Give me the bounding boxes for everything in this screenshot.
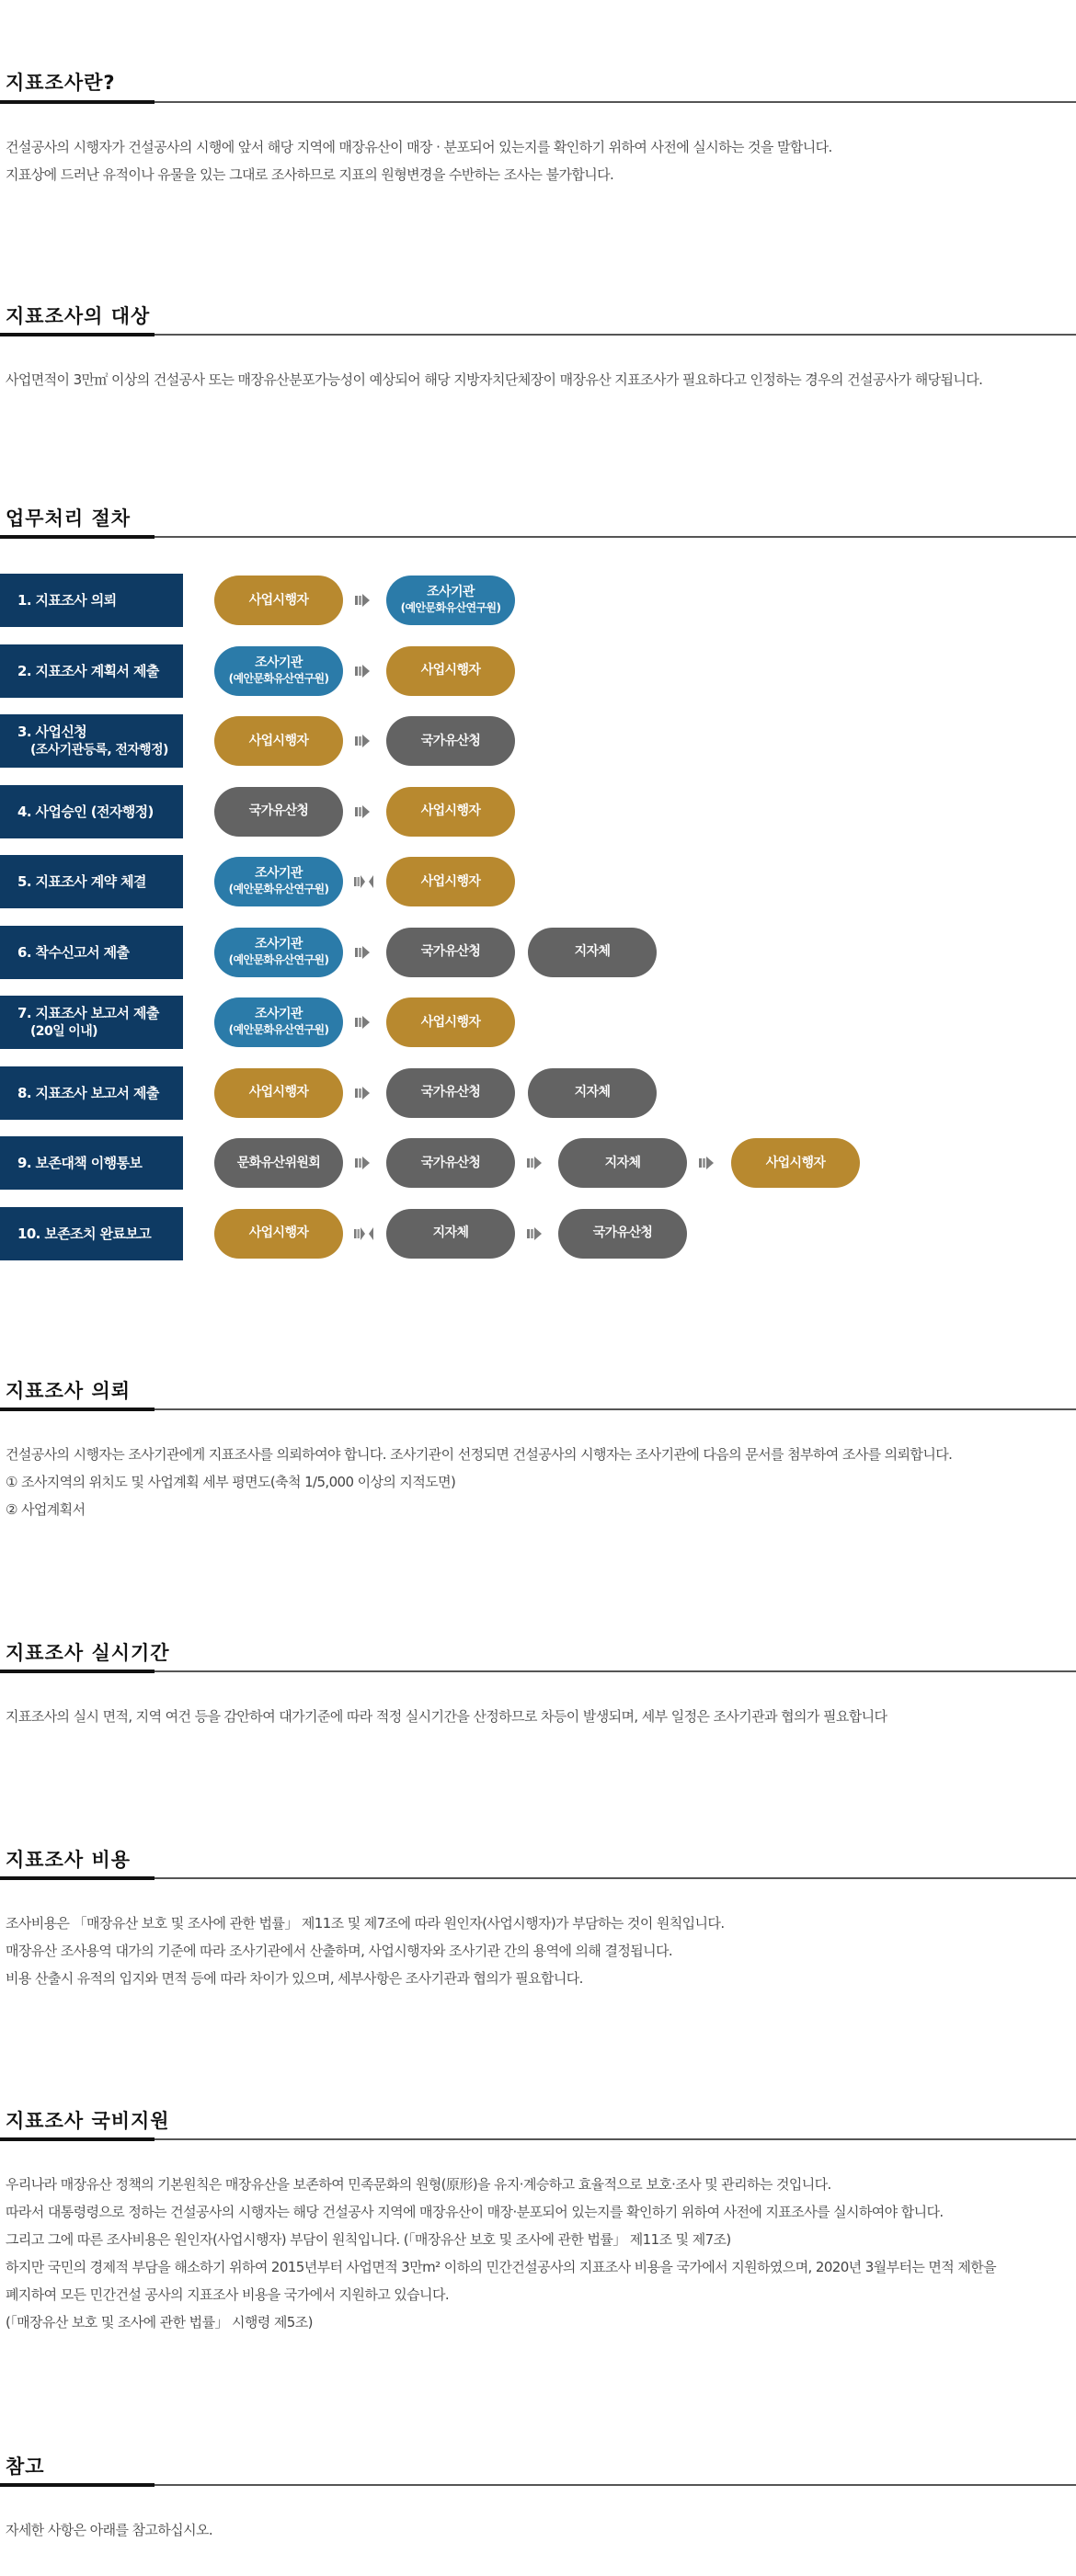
flow-node-sublabel: (예안문화유산연구원) — [228, 671, 329, 685]
flow-node — [386, 997, 515, 1047]
flow-node — [386, 1068, 515, 1118]
arrow-right-icon — [697, 1156, 719, 1170]
section-title: 지표조사의 대상 — [6, 305, 151, 327]
step-label — [0, 1136, 183, 1190]
text-line: 지표조사의 실시 면적, 지역 여건 등을 감안하여 대가기준에 따라 적정 실시기간을 산정하므로 차등이 발생되며, 세부 일정은 조사기관과 협의가 필요합니다 — [6, 1708, 887, 1725]
flow-node — [558, 1138, 687, 1188]
flow-node — [214, 716, 343, 766]
section-divider — [0, 1670, 1076, 1672]
step-label — [0, 574, 183, 627]
flow-node-label: 사업시행자 — [765, 1155, 826, 1170]
section-divider — [0, 536, 1076, 538]
flow-node — [214, 997, 343, 1047]
flow-node — [214, 576, 343, 625]
flow-node — [528, 928, 657, 977]
section-text — [6, 1441, 1068, 1523]
flow-node-label: 국가유산청 — [420, 1085, 481, 1100]
text-line: 따라서 대통령령으로 정하는 건설공사의 시행자는 해당 건설공사 지역에 매장유산이 매장·분포되어 있는지를 확인하기 위하여 사전에 지표조사를 실시하여야 합니다. — [6, 2204, 944, 2220]
flow-node-label: 국가유산청 — [420, 944, 481, 959]
flow-node — [214, 1209, 343, 1259]
text-line: 건설공사의 시행자는 조사기관에게 지표조사를 의뢰하여야 합니다. 조사기관이 선정되면 건설공사의 시행자는 조사기관에 다음의 문서를 첨부하여 조사를 의뢰합니다. — [6, 1446, 953, 1463]
bidirectional-arrow-icon — [353, 874, 375, 889]
procedure-step-row — [0, 1207, 1076, 1260]
section-divider-accent — [0, 2483, 155, 2487]
flow-node-sublabel: (예안문화유산연구원) — [228, 1023, 329, 1036]
text-line: 지표상에 드러난 유적이나 유물을 있는 그대로 조사하므로 지표의 원형변경을 수반하는 조사는 불가합니다. — [6, 166, 614, 183]
arrow-right-icon — [353, 1015, 375, 1030]
step-label-text: 3. 사업신청 — [17, 724, 87, 740]
step-label — [0, 785, 183, 838]
step-label-text: 7. 지표조사 보고서 제출 — [17, 1005, 159, 1021]
flow-node-label: 지자체 — [604, 1155, 641, 1170]
section-divider-accent — [0, 1670, 155, 1673]
step-label — [0, 996, 183, 1049]
section-divider — [0, 1408, 1076, 1410]
arrow-right-icon — [353, 664, 375, 678]
step-label — [0, 1066, 183, 1120]
flow-node-label: 조사기관 — [255, 655, 303, 670]
step-label-text: 5. 지표조사 계약 체결 — [17, 873, 146, 890]
flow-node-label: 사업시행자 — [248, 1225, 309, 1240]
procedure-step-row — [0, 1136, 1076, 1190]
flow-node — [386, 576, 515, 625]
step-label-text: 9. 보존대책 이행통보 — [17, 1155, 143, 1171]
procedure-step-row — [0, 1066, 1076, 1120]
flow-node — [214, 646, 343, 696]
procedure-step-row — [0, 574, 1076, 627]
section-title: 지표조사 실시기간 — [6, 1642, 170, 1664]
section-text — [6, 366, 1068, 393]
procedure-step-row — [0, 855, 1076, 908]
text-line: 자세한 사항은 아래를 참고하십시오. — [6, 2522, 213, 2538]
flow-node — [528, 1068, 657, 1118]
section-divider-accent — [0, 333, 155, 336]
section-title: 지표조사 국비지원 — [6, 2110, 170, 2132]
section-text — [6, 1703, 1068, 1730]
flow-node-label: 사업시행자 — [420, 804, 481, 818]
flow-node-label: 사업시행자 — [420, 1014, 481, 1030]
flow-node — [386, 1209, 515, 1259]
step-label-text: 4. 사업승인 (전자행정) — [17, 803, 154, 820]
flow-node — [214, 857, 343, 906]
arrow-right-icon — [525, 1226, 547, 1241]
arrow-right-icon — [353, 804, 375, 819]
flow-node-sublabel: (예안문화유산연구원) — [228, 883, 329, 895]
flow-node-sublabel: (예안문화유산연구원) — [228, 952, 329, 966]
text-line: 비용 산출시 유적의 입지와 면적 등에 따라 차이가 있으며, 세부사항은 조사기관과 협의가 필요합니다. — [6, 1970, 583, 1987]
flow-node-label: 조사기관 — [255, 1007, 303, 1021]
text-line: 건설공사의 시행자가 건설공사의 시행에 앞서 해당 지역에 매장유산이 매장 · 분포되어 있는지를 확인하기 위하여 사전에 실시하는 것을 말합니다. — [6, 139, 832, 155]
flow-node-sublabel: (예안문화유산연구원) — [400, 601, 501, 614]
step-label — [0, 926, 183, 979]
procedure-step-row — [0, 996, 1076, 1049]
flow-node-label: 조사기관 — [255, 936, 303, 952]
flow-node-label: 지자체 — [574, 944, 611, 959]
flow-node-label: 사업시행자 — [248, 733, 309, 748]
flow-node-label: 사업시행자 — [248, 1085, 309, 1100]
procedure-step-row — [0, 644, 1076, 698]
flow-node-label: 사업시행자 — [420, 873, 481, 889]
flow-node-label: 조사기관 — [427, 585, 475, 599]
section-title: 지표조사 비용 — [6, 1849, 132, 1871]
section-divider — [0, 1877, 1076, 1879]
step-label — [0, 714, 183, 768]
text-line: 하지만 국민의 경제적 부담을 해소하기 위하여 2015년부터 사업면적 3만m² 이하의 민간건설공사의 지표조사 비용을 국가에서 지원하였으며, 2020년 3월부터는 면적 제한을 — [6, 2259, 997, 2275]
flow-node-label: 조사기관 — [255, 866, 303, 881]
flow-node-label: 국가유산청 — [420, 1155, 481, 1170]
section-title: 업무처리 절차 — [6, 507, 132, 530]
flow-node — [214, 1068, 343, 1118]
procedure-step-row — [0, 714, 1076, 768]
step-label — [0, 644, 183, 698]
step-label-subtext: (조사기관등록, 전자행정) — [30, 743, 168, 758]
section-text — [6, 133, 1068, 188]
flow-node — [386, 716, 515, 766]
procedure-step-row — [0, 785, 1076, 838]
bidirectional-arrow-icon — [353, 1226, 375, 1241]
flow-node-label: 문화유산위원회 — [236, 1155, 321, 1170]
step-label-text: 1. 지표조사 의뢰 — [17, 592, 117, 609]
flow-node — [214, 928, 343, 977]
text-line: (「매장유산 보호 및 조사에 관한 법률」 시행령 제5조) — [6, 2314, 313, 2331]
section-divider — [0, 2484, 1076, 2486]
section-text — [6, 2516, 1068, 2544]
step-label — [0, 855, 183, 908]
step-label-subtext: (20일 이내) — [30, 1024, 97, 1039]
text-line: 그리고 그에 따른 조사비용은 원인자(사업시행자) 부담이 원칙입니다. (「매장유산 보호 및 조사에 관한 법률」 제11조 및 제7조) — [6, 2231, 731, 2248]
flow-node — [386, 857, 515, 906]
flow-node-label: 사업시행자 — [420, 663, 481, 678]
flow-node-label: 지자체 — [432, 1225, 469, 1240]
section-divider — [0, 2138, 1076, 2140]
section-divider — [0, 101, 1076, 103]
flow-node — [558, 1209, 687, 1259]
section-title: 참고 — [6, 2456, 45, 2478]
section-title: 지표조사란? — [6, 72, 116, 94]
flow-node — [214, 1138, 343, 1188]
flow-node-label: 국가유산청 — [592, 1225, 653, 1240]
flow-node-label: 국가유산청 — [248, 804, 309, 818]
text-line: 매장유산 조사용역 대가의 기준에 따라 조사기관에서 산출하며, 사업시행자와 조사기관 간의 용역에 의해 결정됩니다. — [6, 1943, 673, 1959]
text-line: 사업면적이 3만㎡ 이상의 건설공사 또는 매장유산분포가능성이 예상되어 해당 지방자치단체장이 매장유산 지표조사가 필요하다고 인정하는 경우의 건설공사가 해당됩니다. — [6, 371, 983, 388]
flow-node-label: 사업시행자 — [248, 592, 309, 608]
step-label-text: 8. 지표조사 보고서 제출 — [17, 1084, 159, 1101]
section-title: 지표조사 의뢰 — [6, 1380, 132, 1402]
flow-node — [386, 787, 515, 837]
arrow-right-icon — [525, 1156, 547, 1170]
arrow-right-icon — [353, 1086, 375, 1100]
flow-node — [386, 1138, 515, 1188]
arrow-right-icon — [353, 593, 375, 608]
section-divider-accent — [0, 2137, 155, 2141]
step-label — [0, 1207, 183, 1260]
procedure-step-row — [0, 926, 1076, 979]
flow-node — [731, 1138, 860, 1188]
section-divider-accent — [0, 1408, 155, 1411]
arrow-right-icon — [353, 945, 375, 960]
section-text — [6, 2171, 1068, 2336]
flow-node — [214, 787, 343, 837]
section-divider-accent — [0, 1876, 155, 1880]
section-divider — [0, 334, 1076, 336]
flow-node-label: 지자체 — [574, 1085, 611, 1100]
arrow-right-icon — [353, 734, 375, 748]
flow-node — [386, 646, 515, 696]
step-label-text: 6. 착수신고서 제출 — [17, 943, 130, 961]
arrow-right-icon — [353, 1156, 375, 1170]
step-label-text: 10. 보존조치 완료보고 — [17, 1225, 152, 1242]
section-text — [6, 1909, 1068, 1992]
text-line: ② 사업계획서 — [6, 1501, 86, 1518]
step-label-text: 2. 지표조사 계획서 제출 — [17, 662, 159, 679]
section-divider-accent — [0, 100, 155, 104]
flow-node — [386, 928, 515, 977]
text-line: ① 조사지역의 위치도 및 사업계획 세부 평면도(축척 1/5,000 이상의 지적도면) — [6, 1474, 456, 1490]
text-line: 폐지하여 모든 민간건설 공사의 지표조사 비용을 국가에서 지원하고 있습니다. — [6, 2286, 449, 2303]
text-line: 우리나라 매장유산 정책의 기본원칙은 매장유산을 보존하여 민족문화의 원형(原形)을 유지·계승하고 효율적으로 보호·조사 및 관리하는 것입니다. — [6, 2176, 831, 2193]
flow-node-label: 국가유산청 — [420, 733, 481, 748]
section-divider-accent — [0, 535, 155, 539]
text-line: 조사비용은 「매장유산 보호 및 조사에 관한 법률」 제11조 및 제7조에 따라 원인자(사업시행자)가 부담하는 것이 원칙입니다. — [6, 1915, 725, 1932]
